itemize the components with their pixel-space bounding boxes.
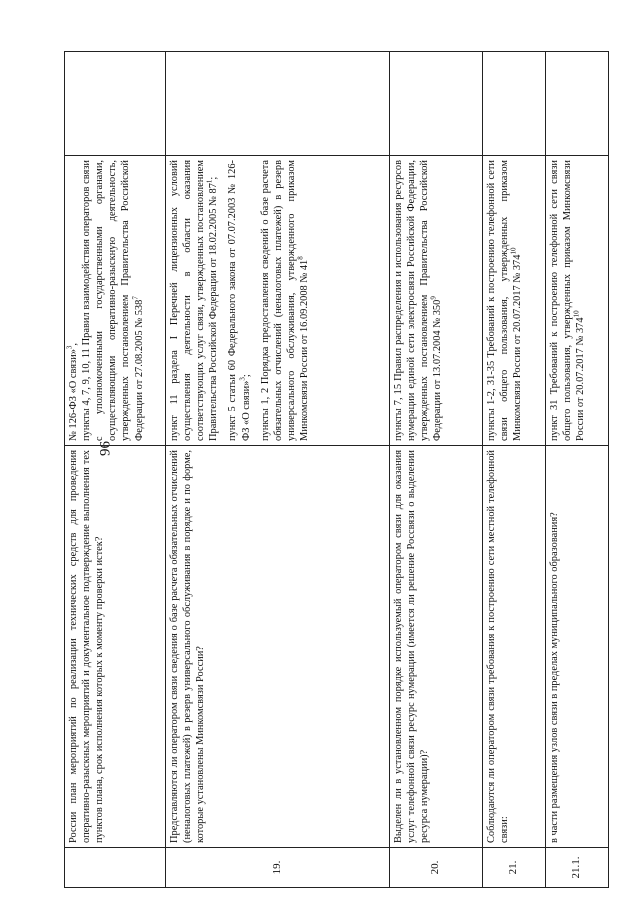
question-cell: России план мероприятий по реализации технических средств для проведения оперативно-разыскных мероприятий и документальное подтверждение выполнения тех пунктов плана, срок исполнения которых к моменту проверки истек? [65, 446, 166, 848]
row-number: 20. [390, 848, 483, 888]
question-cell: Представляются ли оператором связи сведения о базе расчета обязательных отчислений (неналоговых платежей) в резерв универсального обслуживания в порядке и по форме, которые установлены Минкомсвязи России? [166, 446, 390, 848]
table-row [482, 52, 545, 888]
legal-basis-item: пункты 1-2, 31-35 Требований к построению телефонной сети связи общего пользования, утвержденных приказом Минкомсвязи России от 20.07.2017 № $374^{10}$ [485, 160, 523, 441]
legal-basis-item: пункты 1, 2 Порядка предоставления сведений о базе расчета обязательных отчислений (неналоговых платежей) в резерв универсального обслуживания, утвержденного приказом Минкомсвязи России от 16.09.2008 № $41^8$ [259, 160, 310, 441]
empty-cell [65, 52, 166, 156]
legal-basis-item: № 126-ФЗ «О связи»$^3$, [65, 343, 79, 441]
row-number: 19. [166, 848, 390, 888]
empty-cell [166, 52, 390, 156]
row-number [65, 848, 166, 888]
legal-basis-cell [482, 156, 545, 446]
legal-basis-cell [166, 156, 390, 446]
table-row [545, 52, 608, 888]
question-cell: Соблюдаются ли оператором связи требования к построению сети местной телефонной связи: [482, 446, 545, 848]
row-number: 21. [482, 848, 545, 888]
legal-basis-item: пункт 11 раздела I Перечней лицензионных условий осуществления деятельности в области оказания соответствующих услуг связи, утвержденных постановлением Правительства Российской Федерации от 18.02.2005 № $87^1$; [169, 160, 220, 441]
page-number: 96 [97, 441, 114, 456]
checklist-table [64, 51, 609, 888]
legal-basis-cell [390, 156, 483, 446]
question-cell: в части размещения узлов связи в пределах муниципального образования? [545, 446, 608, 848]
question-cell: Выделен ли в установленном порядке используемый оператором связи для оказания услуг телефонной связи ресурс нумерации (имеется ли решение Россвязи о выделении ресурса нумерации)? [390, 446, 483, 848]
table-row [65, 52, 166, 888]
legal-basis-cell [545, 156, 608, 446]
table-row [390, 52, 483, 888]
document-page [64, 52, 609, 888]
empty-cell [482, 52, 545, 156]
empty-cell [390, 52, 483, 156]
legal-basis-item: пункты 4, 7, 9, 10, 11 Правил взаимодействия операторов связи с уполномоченными государственными органами, осуществляющими оперативно-разыскную деятельность, утвержденных постановлением Правительства Российской Федерации от 27.08.2005 № $538^7$ [81, 160, 145, 441]
legal-basis-item: пункты 7, 15 Правил распределения и использования ресурсов нумерации единой сети электросвязи Российской Федерации, утвержденных постановлением Правительства Российской Федерации от 13.07.2004 № $350^9$ [393, 160, 444, 441]
legal-basis-item: пункт 31 Требований к построению телефонной сети связи общего пользования, утвержденных приказом Минкомсвязи России от 20.07.2017 № $374^{10}$ [548, 160, 587, 441]
legal-basis-item: пункт 5 статьи 60 Федерального закона от 07.07.2003 № 126-ФЗ «О связи»$^3$; [227, 160, 252, 441]
row-number: 21.1. [545, 848, 608, 888]
legal-basis-cell [65, 156, 166, 446]
empty-cell [545, 52, 608, 156]
table-row [166, 52, 390, 888]
